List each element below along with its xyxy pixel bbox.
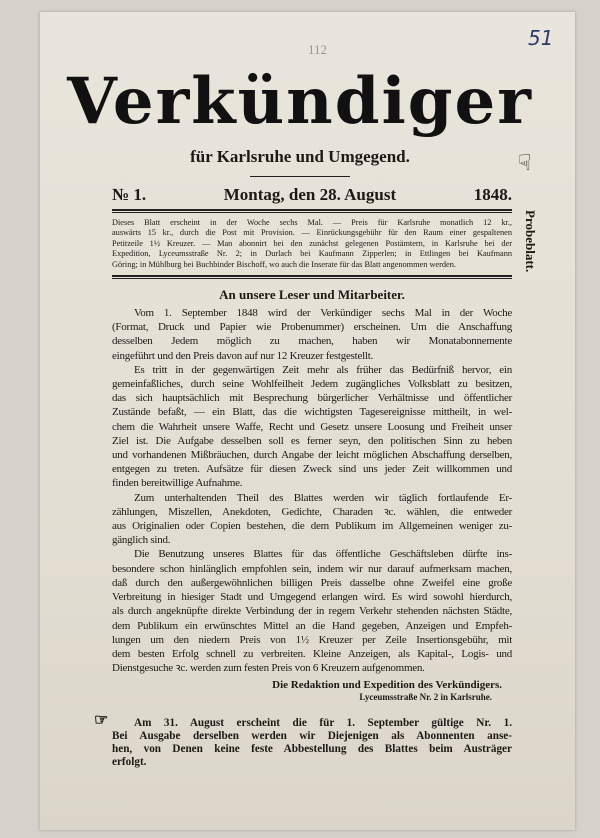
article-paragraph: [112, 491, 512, 548]
article-line: finden bereitwillige Aufnahme.: [112, 477, 243, 490]
article-line: desselben Jedem möglich zu machen, haben wir Monatabonnemente: [112, 335, 512, 348]
article-paragraph: [112, 547, 512, 675]
article-signature: Die Redaktion und Expedition des Verkündigers.: [272, 679, 502, 692]
article-line: dem Publikum ein erwünschtes Mittel an die Hand gegeben, Anzeigen und Empfeh-: [112, 619, 512, 632]
article-line: als durch angeknüpfte direkte Verbindung der in regem Verkehr stehenden nächsten Städte,: [112, 605, 512, 618]
issue-year: 1848.: [473, 185, 512, 204]
article-line: entgegen zu treten. Aufsätze für diesen Zweck sind uns jeder Zeit willkommen und: [112, 463, 512, 476]
article-line: und vorhandenen Mißbräuchen, durch Angabe der leicht möglichen Abschaffung derselben,: [112, 449, 512, 462]
notice-block: [94, 712, 512, 769]
article-line: Zum unterhaltenden Theil des Blattes werden wir täglich fortlaufende Er-: [134, 491, 512, 504]
issue-number: № 1.: [112, 185, 147, 204]
article-line: das sich hauptsächlich mit Besprechung bürgerlicher Verhältnisse und öffentlicher: [112, 392, 512, 405]
info-line: Petitzeile 1½ Kreuzer. — Man abonnirt bei den zunächst gelegenen Postämtern, in Karlsruhe bei der: [112, 238, 512, 248]
issue-line: [112, 184, 512, 206]
article-paragraph: [112, 306, 512, 363]
article-line: Die Benutzung unseres Blattes für das öffentliche Geschäftsleben dürfte ins-: [134, 548, 512, 561]
article-body: [112, 306, 512, 675]
article-line: Es tritt in der gegenwärtigen Zeit mehr als früher das Bedürfniß hervor, ein: [134, 363, 512, 376]
notice-line: Bei Ausgabe derselben werden wir Diejenigen als Abonnenten anse-: [112, 730, 512, 743]
article-line: lungen um den niedern Preis von 1½ Kreuzer per Zeile Insertionsgebühr, mit: [112, 633, 512, 646]
article-line: Ziel ist. Die Aufgabe desselben soll es ferner seyn, den politischen Sinn zu heben: [112, 434, 512, 447]
article-line: besondere schon hinlänglich empfohlen sein, indem wir nur darauf aufmerksam machen,: [112, 562, 512, 575]
issue-date: Montag, den 28. August: [223, 185, 397, 204]
divider: [112, 275, 512, 279]
article-line: Verbreitung in hiesiger Stadt und Umgegend erlangen wird. Es wird sowohl hierdurch,: [112, 591, 512, 604]
article-line: gemeinfaßliches, durch seine Wohlfeilheit Jedem zugängliches Volksblatt zu besitzen,: [112, 378, 512, 391]
handwritten-page-number: 51: [528, 26, 554, 50]
article-paragraph: [112, 363, 512, 491]
article-heading: An unsere Leser und Mitarbeiter.: [219, 287, 405, 303]
pencil-note: 112: [308, 42, 328, 57]
info-line: Göring; in Mühlburg bei Buchbinder Bischoff, wo auch die Inserate für das Blatt angenommen werden.: [112, 259, 456, 269]
divider: [112, 209, 512, 213]
info-line: Expedition, Lyceumsstraße Nr. 2; in Durlach bei Kaufmann Zipperlen; in Ettlingen bei Kaufmann: [112, 249, 512, 259]
masthead-subtitle: für Karlsruhe und Umgegend.: [190, 147, 410, 166]
info-line: Dieses Blatt erscheint in der Woche sechs Mal. — Preis für Karlsruhe monatlich 12 kr.,: [112, 218, 512, 227]
notice-line: hen, von Denen keine feste Abbestellung des Blattes beim Austräger: [112, 743, 512, 756]
main-column: [94, 0, 512, 789]
article-line: Zustände befaßt, — ein Blatt, das die wichtigsten Tagesereignisse mittheilt, in wel-: [112, 406, 512, 419]
pointing-hand-icon: ☟: [518, 150, 532, 175]
article-line: Vom 1. September 1848 wird der Verkündiger sechs Mal in der Woche: [134, 307, 512, 320]
article-line: (Format, Druck und Papier wie Probenummer) erscheinen. Um die Anschaffung: [112, 321, 512, 334]
article-line: chem die Wahrheit unsere Waffe, Recht und Gesetz unsere Loosung und Freiheit unser: [112, 420, 512, 433]
article-line: dem besten Erfolg schnell zu verbreiten. Kleine Anzeigen, als Kapital-, Logis- und: [112, 647, 512, 660]
info-line: auswärts 15 kr., durch die Post mit Provision. — Einrückungsgebühr für den Raum einer gespaltenen: [112, 228, 512, 238]
article-line: zählungen, Miszellen, Anekdoten, Gedichte, Charaden ꝛc. wählen, die entweder: [112, 505, 512, 518]
article-line: aus Originalien oder Copien bestehen, die dem Publikum im Allgemeinen weniger zu-: [112, 520, 512, 533]
article-line: gänglich sind.: [112, 534, 171, 547]
notice-line: erfolgt.: [112, 756, 147, 769]
notice-line: Am 31. August erscheint die für 1. September gültige Nr. 1.: [134, 717, 512, 730]
masthead-title: Verkündiger: [67, 64, 533, 139]
subscription-info-box: [112, 216, 512, 272]
article-line: eingeführt und den Preis davon auf nur 12 Kreuzer festgestellt.: [112, 349, 373, 362]
article-address: Lyceumsstraße Nr. 2 in Karlsruhe.: [359, 692, 492, 703]
article-line: Dienstgesuche ꝛc. werden zum festen Preis von 6 Kreuzern aufgenommen.: [112, 662, 425, 675]
article-line: daß durch den außergewöhnlichen billigen Preis dasselbe ohne Zweifel eine große: [112, 576, 512, 589]
pointing-hand-icon: ☞: [94, 712, 109, 730]
side-label-probeblatt: Probeblatt.: [523, 210, 538, 273]
